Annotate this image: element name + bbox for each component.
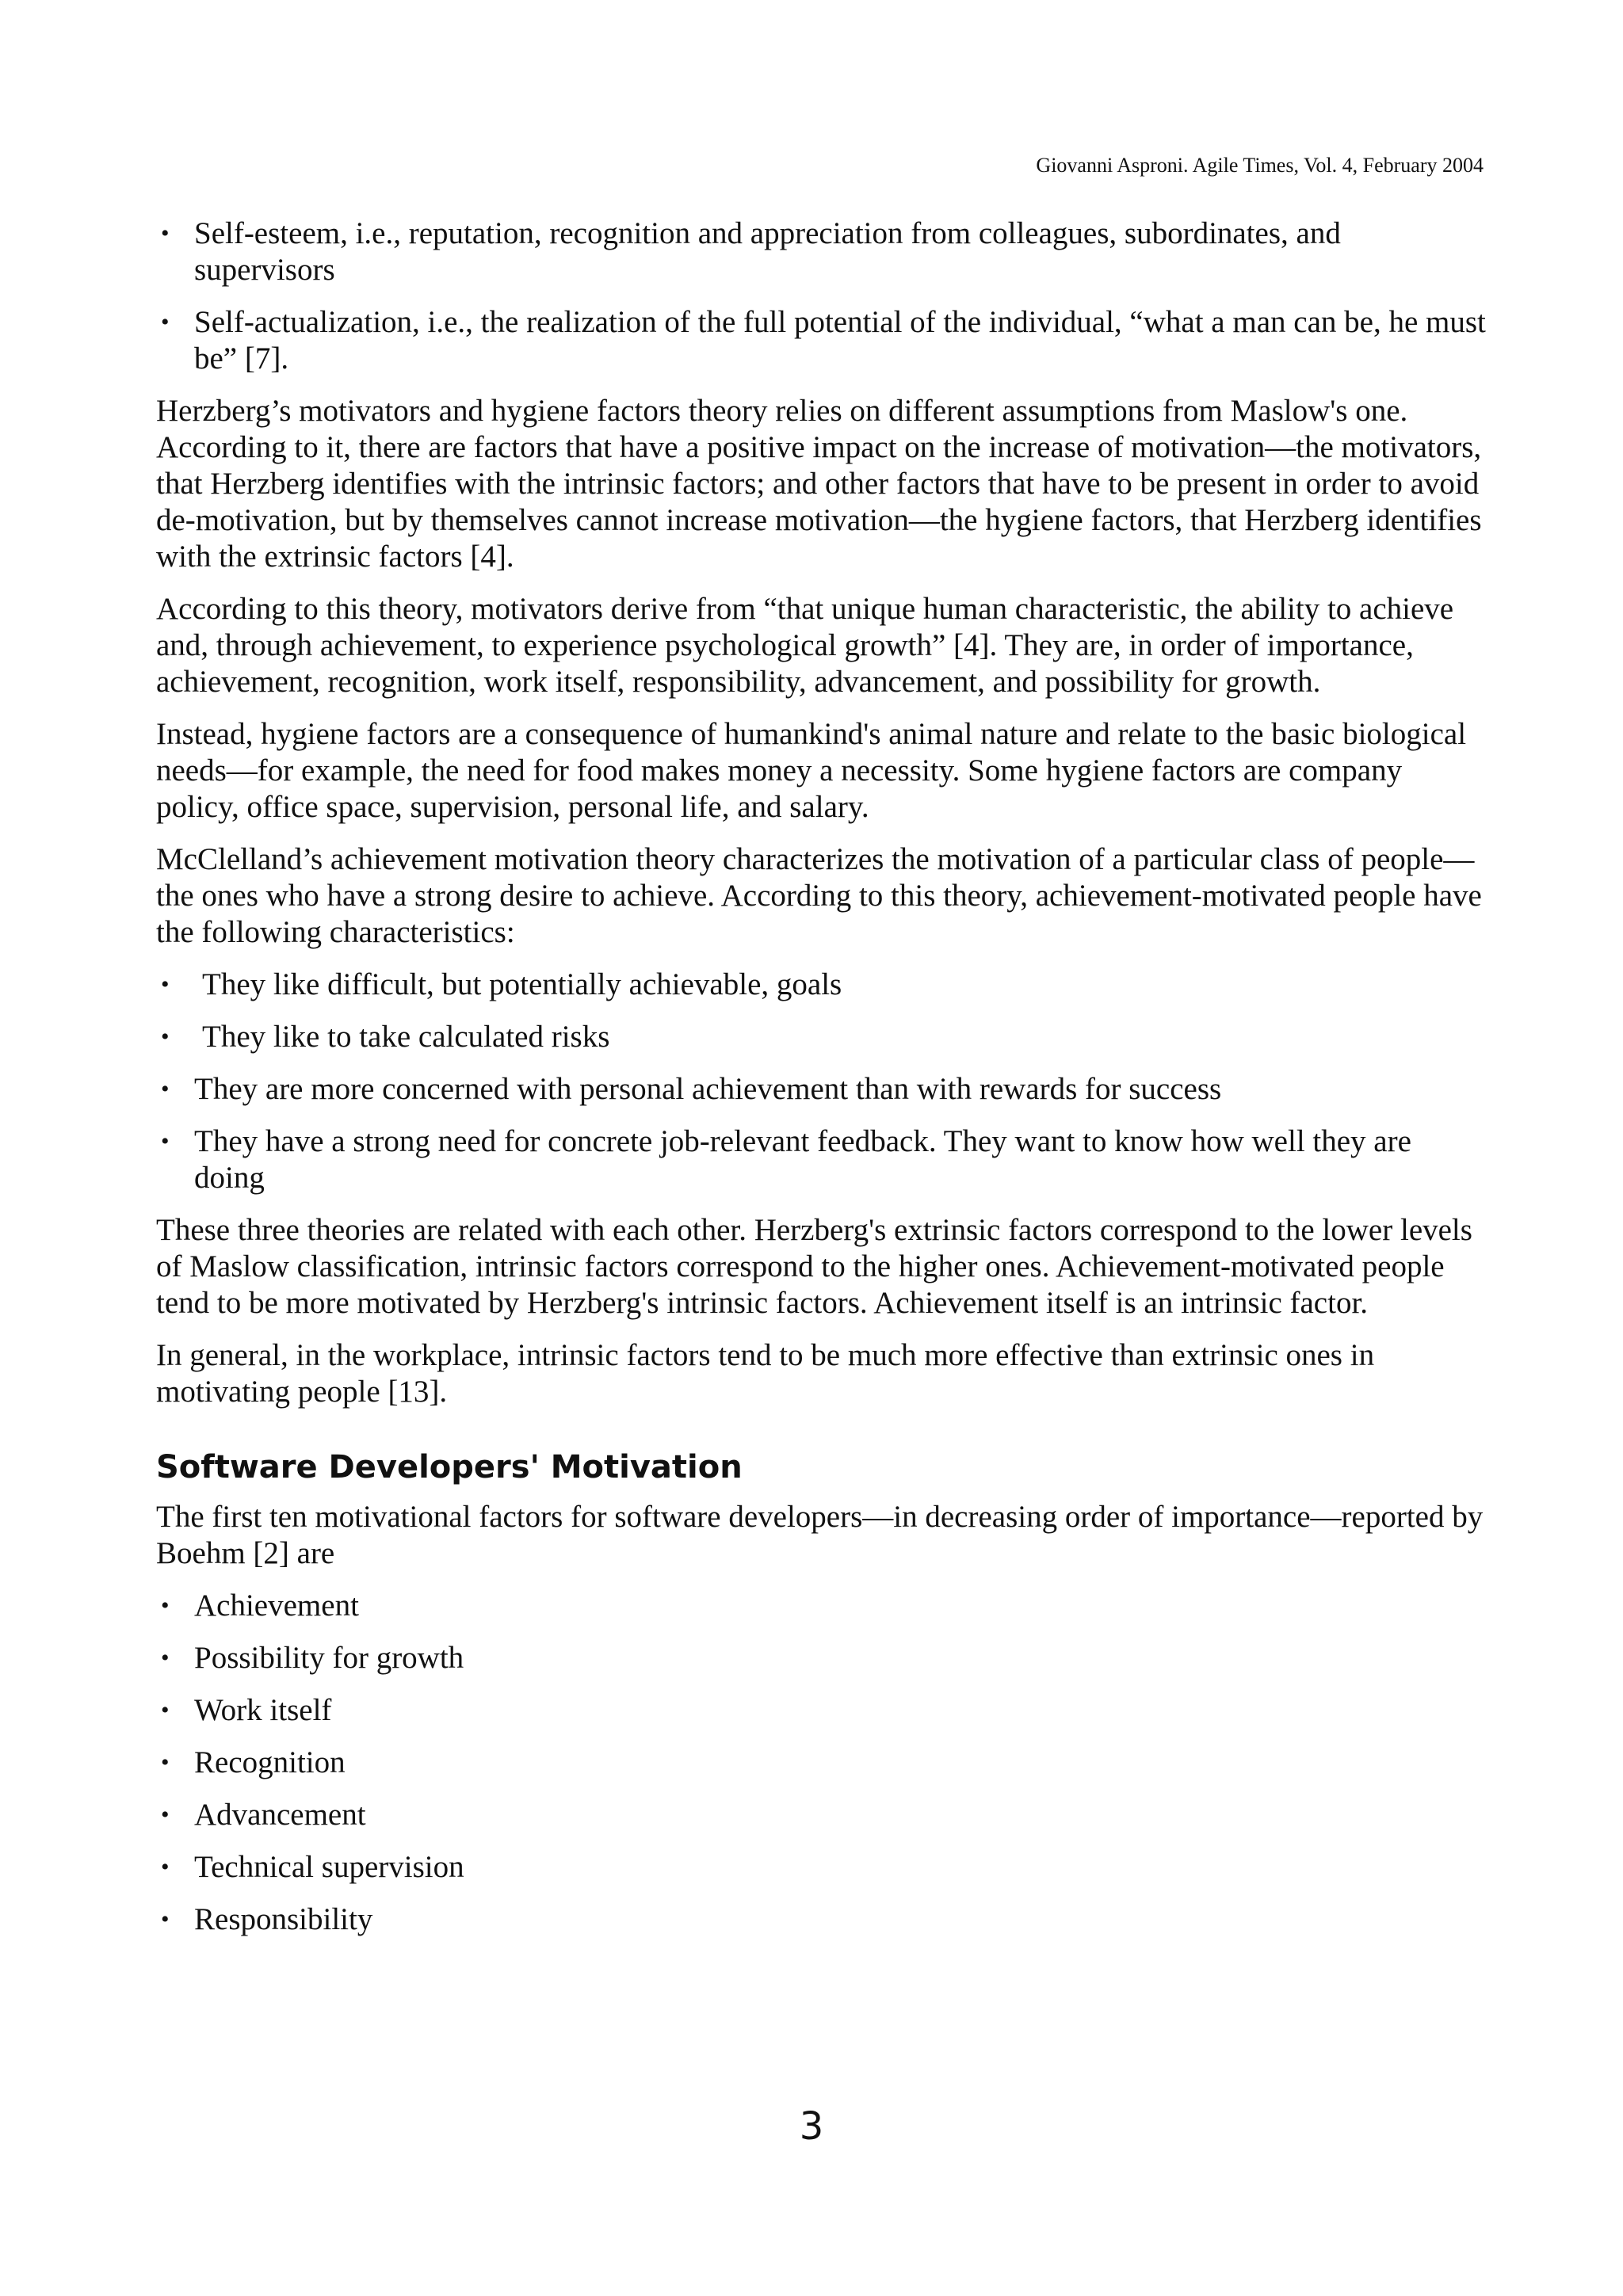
- list-item: • They like difficult, but potentially achievable, goals: [156, 967, 1487, 1003]
- list-item: • They are more concerned with personal achievement than with rewards for success: [156, 1071, 1487, 1108]
- list-item: • Technical supervision: [156, 1849, 1487, 1886]
- list-item: • Recognition: [156, 1745, 1487, 1781]
- list-item: • Responsibility: [156, 1901, 1487, 1938]
- paragraph-herzberg-intro: Herzberg’s motivators and hygiene factors theory relies on different assumptions from Maslow's one. According to it, there are factors that have a positive impact on the increase of motivation—the motivators, that Herzberg identifies with the intrinsic factors; and other factors that have to be present in order to avoid de-motivation, but by themselves cannot increase motivation—the hygiene factors, that Herzberg identifies with the extrinsic factors [4].: [156, 394, 1482, 574]
- section-heading: Software Developers' Motivation: [156, 1449, 743, 1486]
- paragraph-boehm-intro: The first ten motivational factors for software developers—in decreasing order of importance—reported by Boehm [2] are: [156, 1500, 1484, 1570]
- page-number: 3: [799, 2104, 824, 2149]
- list-item: • Work itself: [156, 1692, 1487, 1729]
- running-header: Giovanni Asproni. Agile Times, Vol. 4, February 2004: [1036, 154, 1484, 177]
- paragraph-motivators: According to this theory, motivators derive from “that unique human characteristic, the ability to achieve and, through achievement, to experience psychological growth” [4]. They are, in order of importance, achievement, recognition, work itself, responsibility, advancement, and possibility for growth.: [156, 592, 1454, 699]
- list-item: • They have a strong need for concrete job-relevant feedback. They want to know how well they are doing: [156, 1123, 1487, 1196]
- motivational-factors-list: [156, 1588, 1487, 1938]
- list-item: • Self-actualization, i.e., the realization of the full potential of the individual, “what a man can be, he must be” [7].: [156, 304, 1487, 377]
- maslow-needs-list: [156, 215, 1487, 377]
- list-item: • Advancement: [156, 1797, 1487, 1833]
- paragraph-related-theories: These three theories are related with each other. Herzberg's extrinsic factors correspond to the lower levels of Maslow classification, intrinsic factors correspond to the higher ones. Achievement-motivated people tend to be more motivated by Herzberg's intrinsic factors. Achievement itself is an intrinsic factor.: [156, 1213, 1472, 1320]
- paragraph-in-general: In general, in the workplace, intrinsic factors tend to be much more effective than extrinsic ones in motivating people [13].: [156, 1338, 1375, 1409]
- page-body: [156, 215, 1487, 1954]
- list-item: • Possibility for growth: [156, 1640, 1487, 1676]
- achiever-characteristics-list: [156, 967, 1487, 1196]
- paragraph-mcclelland: McClelland’s achievement motivation theory characterizes the motivation of a particular class of people—the ones who have a strong desire to achieve. According to this theory, achievement-motivated people have the following characteristics:: [156, 842, 1482, 949]
- paragraph-hygiene: Instead, hygiene factors are a consequence of humankind's animal nature and relate to the basic biological needs—for example, the need for food makes money a necessity. Some hygiene factors are company policy, office space, supervision, personal life, and salary.: [156, 717, 1467, 824]
- list-item: • Achievement: [156, 1588, 1487, 1624]
- list-item: • Self-esteem, i.e., reputation, recognition and appreciation from colleagues, subordinates, and supervisors: [156, 215, 1487, 288]
- list-item: • They like to take calculated risks: [156, 1019, 1487, 1055]
